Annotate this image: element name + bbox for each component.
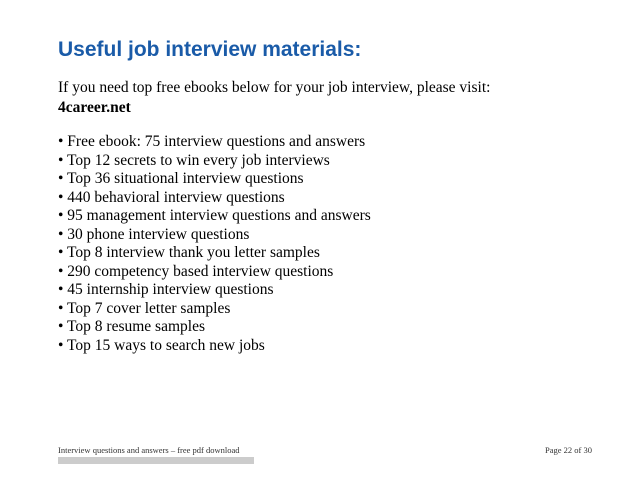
- page-number: Page 22 of 30: [545, 445, 592, 455]
- page-title: Useful job interview materials:: [58, 38, 362, 61]
- list-item: • Top 36 situational interview questions: [58, 170, 304, 187]
- list-item: • Top 15 ways to search new jobs: [58, 336, 265, 354]
- list-item: • 440 behavioral interview questions: [58, 188, 285, 206]
- list-item: • Top 12 secrets to win every job interviews: [58, 151, 330, 169]
- list-item: • 95 management interview questions and answers: [58, 207, 371, 224]
- footer-text: Interview questions and answers – free pdf download: [58, 445, 240, 455]
- list-item: • 290 competency based interview questions: [58, 262, 334, 280]
- list-item: • Free ebook: 75 interview questions and answers: [58, 133, 366, 150]
- list-item: • 45 internship interview questions: [58, 281, 274, 298]
- site-name: 4career.net: [58, 99, 131, 116]
- list-item: • Top 8 resume samples: [58, 318, 205, 335]
- list-item: • Top 7 cover letter samples: [58, 299, 231, 317]
- list-item: • Top 8 interview thank you letter samples: [58, 244, 320, 261]
- list-item: • 30 phone interview questions: [58, 225, 250, 243]
- footer-divider: [58, 457, 254, 464]
- materials-list: [58, 133, 371, 355]
- intro-text: If you need top free ebooks below for your job interview, please visit:: [58, 79, 491, 96]
